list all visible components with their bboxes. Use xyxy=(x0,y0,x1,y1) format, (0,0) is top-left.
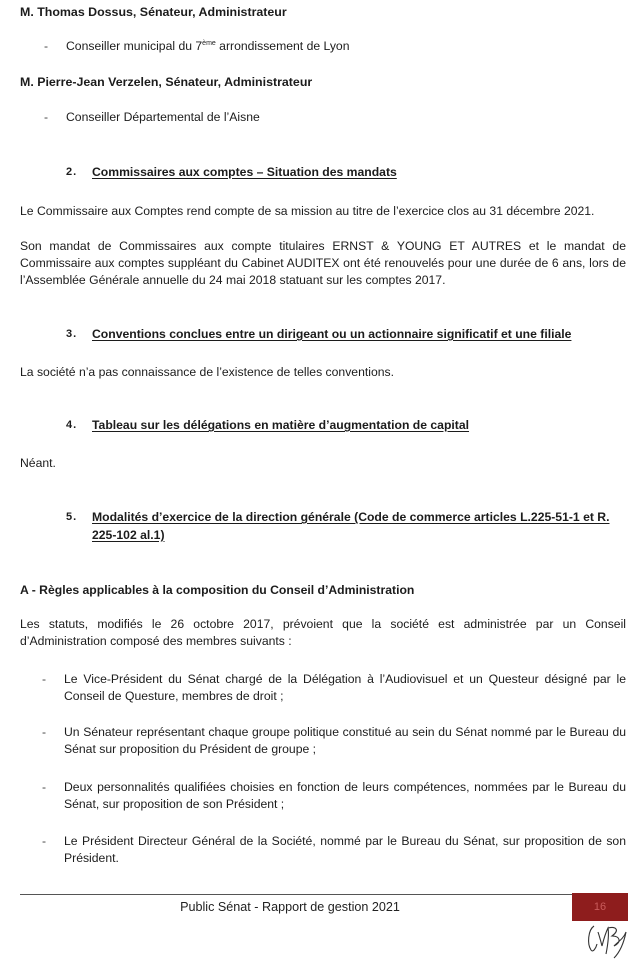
list-dash: - xyxy=(42,834,47,848)
page-number-box xyxy=(572,893,628,921)
member-item: Un Sénateur représentant chaque groupe politique constitué au sein du Sénat nommé par le Bureau du Sénat sur proposition du Président de groupe ; xyxy=(64,725,626,756)
paragraph: La société n’a pas connaissance de l’existence de telles conventions. xyxy=(20,365,394,379)
list-dash: - xyxy=(44,39,49,53)
paragraph: Les statuts, modifiés le 26 octobre 2017, prévoient que la société est administrée par un Conseil d’Administration composé des membres suivants : xyxy=(20,617,626,648)
paragraph: Son mandat de Commissaires aux compte titulaires ERNST & YOUNG ET AUTRES et le mandat de Commissaire aux comptes suppléant du Cabinet AUDITEX ont été renouvelés pour une durée de 6 ans, lors de l’Assemblée Générale annuelle du 24 mai 2018 statuant sur les comptes 2017. xyxy=(20,239,626,287)
section-number: 2. xyxy=(66,166,78,178)
section-title: Commissaires aux comptes – Situation des mandats xyxy=(92,165,397,179)
list-dash: - xyxy=(44,110,49,124)
section-title: Tableau sur les délégations en matière d’augmentation de capital xyxy=(92,418,470,432)
section-number: 4. xyxy=(66,419,78,431)
section-title: Conventions conclues entre un dirigeant ou un actionnaire significatif et une filiale xyxy=(92,327,572,341)
footer-text: Public Sénat - Rapport de gestion 2021 xyxy=(180,900,400,914)
section-title-continued: 225-102 al.1) xyxy=(92,528,165,542)
section-title: Modalités d’exercice de la direction générale (Code de commerce articles L.225-51-1 et R. xyxy=(92,510,610,524)
paragraph: Néant. xyxy=(20,456,56,470)
member-item: Deux personnalités qualifiées choisies en fonction de leurs compétences, nommées par le Bureau du Sénat, sur proposition de son Président ; xyxy=(64,780,626,811)
list-dash: - xyxy=(42,672,47,686)
footer-divider xyxy=(20,894,572,895)
administrator-mandate: Conseiller municipal du 7ème arrondissement de Lyon xyxy=(66,39,350,53)
member-item: Le Vice-Président du Sénat chargé de la Délégation à l’Audiovisuel et un Questeur désigné par le Conseil de Questure, membres de droit ; xyxy=(64,672,626,703)
list-dash: - xyxy=(42,725,47,739)
section-number: 3. xyxy=(66,328,78,340)
section-number: 5. xyxy=(66,511,78,523)
page-number: 16 xyxy=(593,901,607,913)
administrator-name: M. Thomas Dossus, Sénateur, Administrateur xyxy=(20,5,287,19)
subsection-title: A - Règles applicables à la composition du Conseil d’Administration xyxy=(20,583,415,597)
signature-icon xyxy=(584,918,630,960)
administrator-mandate: Conseiller Départemental de l’Aisne xyxy=(66,110,260,124)
list-dash: - xyxy=(42,780,47,794)
administrator-name: M. Pierre-Jean Verzelen, Sénateur, Administrateur xyxy=(20,75,313,89)
paragraph: Le Commissaire aux Comptes rend compte de sa mission au titre de l’exercice clos au 31 décembre 2021. xyxy=(20,204,595,218)
member-item: Le Président Directeur Général de la Société, nommé par le Bureau du Sénat, sur proposition de son Président. xyxy=(64,834,626,865)
